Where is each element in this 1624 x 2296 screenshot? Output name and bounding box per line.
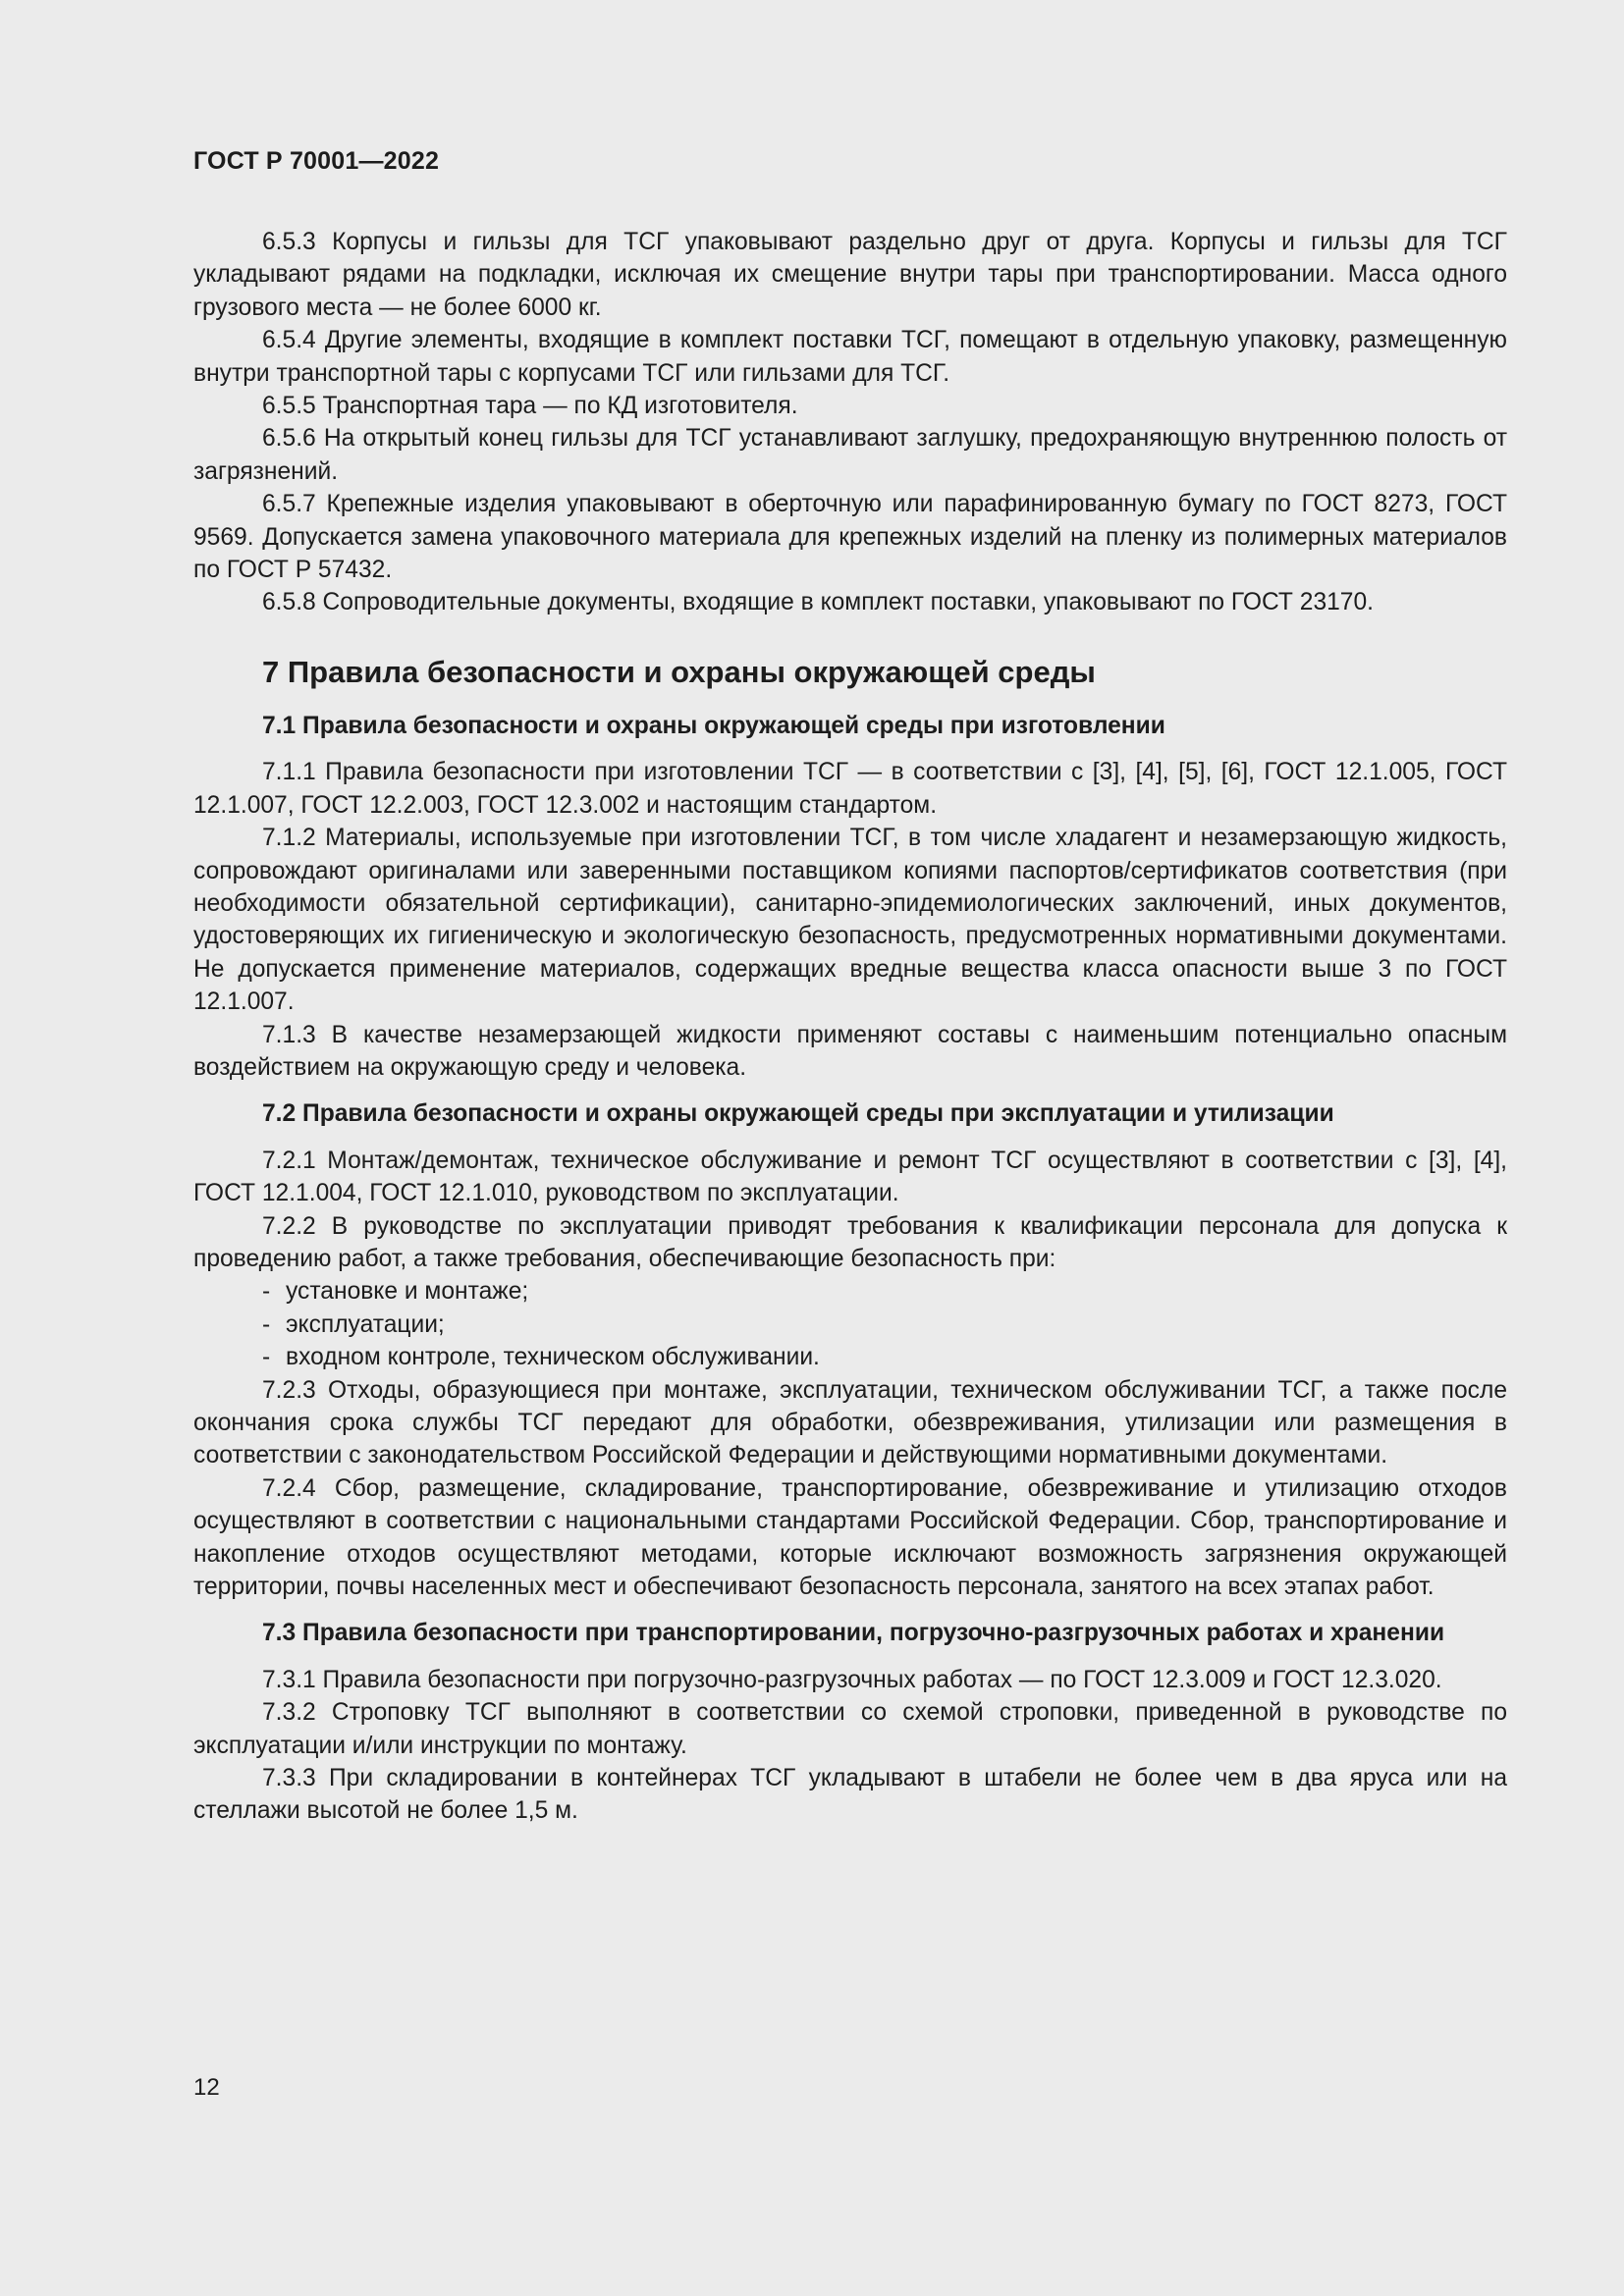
list-dash: - xyxy=(262,1278,271,1306)
subsection-7-2-heading: 7.2 Правила безопасности и охраны окружающей среды при эксплуатации и утилизации xyxy=(262,1100,1334,1128)
subsection-7-3-heading: 7.3 Правила безопасности при транспортировании, погрузочно-разгрузочных работах и хранении xyxy=(262,1620,1445,1647)
subsection-7-1-heading: 7.1 Правила безопасности и охраны окружающей среды при изготовлении xyxy=(262,712,1165,739)
clause-7-3-2: 7.3.2 Строповку ТСГ выполняют в соответствии со схемой строповки, приведенной в руководстве по эксплуатации и/или инструкции по монтажу. xyxy=(193,1699,1507,1759)
clause-6-5-4: 6.5.4 Другие элементы, входящие в комплект поставки ТСГ, помещают в отдельную упаковку, размещенную внутри транспортной тары с корпусами ТСГ или гильзами для ТСГ. xyxy=(193,327,1507,387)
list-item xyxy=(262,1308,1507,1341)
clause-7-2-3: 7.2.3 Отходы, образующиеся при монтаже, эксплуатации, техническом обслуживании ТСГ, а также после окончания срока службы ТСГ передают для обработки, обезвреживания, утилизации или размещения в соответствии с законодательством Российской Федерации и действующими нормативными документами. xyxy=(193,1376,1507,1469)
list-item xyxy=(262,1341,1507,1373)
document-code-header: ГОСТ Р 70001—2022 xyxy=(193,147,440,175)
list-item-text: входном контроле, техническом обслуживании. xyxy=(286,1344,820,1371)
clause-7-2-2: 7.2.2 В руководстве по эксплуатации приводят требования к квалификации персонала для допуска к проведению работ, а также требования, обеспечивающие безопасность при: xyxy=(193,1212,1507,1272)
clause-7-1-1: 7.1.1 Правила безопасности при изготовлении ТСГ — в соответствии с [3], [4], [5], [6], ГОСТ 12.1.005, ГОСТ 12.1.007, ГОСТ 12.2.003, ГОСТ 12.3.002 и настоящим стандартом. xyxy=(193,759,1507,819)
list-item-text: эксплуатации; xyxy=(286,1310,445,1338)
clause-6-5-8: 6.5.8 Сопроводительные документы, входящие в комплект поставки, упаковывают по ГОСТ 23170. xyxy=(262,589,1374,616)
clause-6-5-5: 6.5.5 Транспортная тара — по КД изготовителя. xyxy=(262,393,798,420)
clause-6-5-7: 6.5.7 Крепежные изделия упаковывают в оберточную или парафинированную бумагу по ГОСТ 8273, ГОСТ 9569. Допускается замена упаковочного материала для крепежных изделий на пленку из полимерных материалов по ГОСТ Р 57432. xyxy=(193,491,1507,584)
list-item xyxy=(262,1275,1507,1308)
list-dash: - xyxy=(262,1344,271,1371)
clause-7-3-3: 7.3.3 При складировании в контейнерах ТСГ укладывают в штабели не более чем в два яруса или на стеллажи высотой не более 1,5 м. xyxy=(193,1765,1507,1825)
page-number: 12 xyxy=(193,2074,220,2101)
clause-6-5-3: 6.5.3 Корпусы и гильзы для ТСГ упаковывают раздельно друг от друга. Корпусы и гильзы для ТСГ укладывают рядами на подкладки, исключая их смещение внутри тары при транспортировании. Масса одного грузового места — не более 6000 кг. xyxy=(193,229,1507,321)
clause-7-1-2: 7.1.2 Материалы, используемые при изготовлении ТСГ, в том числе хладагент и незамерзающую жидкость, сопровождают оригиналами или заверенными поставщиком копиями паспортов/сертификатов соответствия (при необходимости обязательной сертификации), санитарно-эпидемиологических заключений, иных документов, удостоверяющих их гигиеническую и экологическую безопасность, предусмотренных нормативными документами. Не допускается применение материалов, содержащих вредные вещества класса опасности выше 3 по ГОСТ 12.1.007. xyxy=(193,825,1507,1016)
clause-6-5-6: 6.5.6 На открытый конец гильзы для ТСГ устанавливают заглушку, предохраняющую внутреннюю полость от загрязнений. xyxy=(193,425,1507,485)
clause-7-2-1: 7.2.1 Монтаж/демонтаж, техническое обслуживание и ремонт ТСГ осуществляют в соответствии с [3], [4], ГОСТ 12.1.004, ГОСТ 12.1.010, руководством по эксплуатации. xyxy=(193,1147,1507,1207)
clause-7-1-3: 7.1.3 В качестве незамерзающей жидкости применяют составы с наименьшим потенциально опасным воздействием на окружающую среду и человека. xyxy=(193,1021,1507,1081)
clause-7-3-1: 7.3.1 Правила безопасности при погрузочно-разгрузочных работах — по ГОСТ 12.3.009 и ГОСТ 12.3.020. xyxy=(262,1666,1442,1693)
document-body xyxy=(193,226,1507,1828)
list-dash: - xyxy=(262,1310,271,1338)
section-7-heading: 7 Правила безопасности и охраны окружающей среды xyxy=(262,654,1096,689)
clause-7-2-4: 7.2.4 Сбор, размещение, складирование, транспортирование, обезвреживание и утилизацию отходов осуществляют в соответствии с национальными стандартами Российской Федерации. Сбор, транспортирование и накопление отходов осуществляют методами, которые исключают возможность загрязнения окружающей территории, почвы населенных мест и обеспечивают безопасность персонала, занятого на всех этапах работ. xyxy=(193,1474,1507,1601)
list-item-text: установке и монтаже; xyxy=(286,1278,529,1306)
